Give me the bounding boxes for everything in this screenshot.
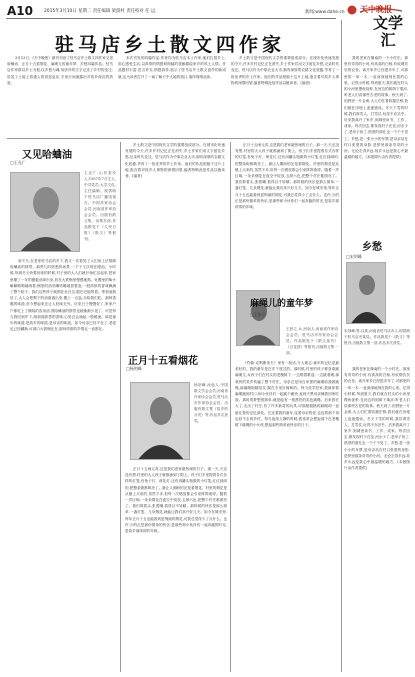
portrait-icon: [131, 383, 190, 460]
portrait-icon: [347, 263, 386, 324]
article2-title: 正月十五看烟花: [128, 356, 198, 367]
intro-text: 3月13日,《天中晚报》副刊刊登了驻马店乡土散文四作家又见哈蛐油、正月十五看烟花、麻绳儿的童年梦、乡愁四篇作品。驻马店作家群以乡土为根,以乡愁为魂,用质朴的文字记录了乡村的变迁,讲述了土地上普通人的喜怒哀乐,字里行间流露出对故乡深沉的热爱。: [7, 56, 113, 85]
article2-author: □杨剑峰: [126, 366, 142, 371]
column-divider: [230, 142, 231, 672]
portrait-icon: [11, 173, 80, 252]
intro-col-1: [7, 55, 113, 135]
article1-author: □王光广: [10, 160, 26, 165]
article2-text: 正月十五闹元宵,这是我们老家最热闹的日子。那一天,天还没有黑,村里的大人孩子就都涌到了街上。孩子们手里提着各式各样的灯笼,有兔子灯、荷花灯,还有用罐头瓶做的小灯笼,红红绿绿的,把整条街都映亮了。最让人期盼的还是看烟花。村里的烟花是从镇上买来的,虽然不多,但每一次燃放都会引来阵阵欢呼。随着一声巨响,一朵朵烟花在夜空中绽放,五颜六色,把整个村庄都照亮了。我们仰着头,张着嘴,看得目不转睛。那时候的快乐是那么简单,一盏灯笼、几朵烟花,就能让我们高兴好几天。如今在城市里,每年正月十五也能看到更绚丽的烟花,可我总觉得少了点什么。也许,少的正是那份简单的快乐,是那些和小伙伴们一起奔跑的时光,是故乡那浓浓的年味。: [125, 467, 227, 534]
article4-body: [344, 366, 410, 671]
article3-title: 麻绳儿的童年梦: [250, 299, 314, 309]
logo-text: 天中晚报: [360, 4, 392, 14]
article4-title: 乡愁: [362, 242, 382, 253]
page-meta: 2015年3月10日 星期二 责任编辑 梁游村 责任校对 任 远: [44, 9, 156, 14]
column-divider: [120, 142, 121, 672]
mid-col-paragraph: 乡土散文是中国现代文学的重要组成部分。在城市化快速发展的今天,许多乡村记忆正在消失,乡土作家们用文字留住乡愁,记录时代变迁。驻马店作为中原农业大市,拥有深厚的农耕文化底蕴,孕育了一批优秀的乡土作家。他们的作品根植于这片土地,饱含着对故乡人事物的深情回望,编者特辑此组作品以飨读者。(编者): [125, 143, 225, 179]
article4-caption: 宋剑峰,男,汉族,河南省驻马店市人,现供职于驻马店市某局。作品散见于《散文》等报刊,出版散文集一部,作品多次获奖。: [344, 329, 410, 345]
page-url: 新闻:www.dahe.cn: [305, 10, 345, 15]
page-code: A10: [7, 4, 33, 18]
article4-author: □宋剑峰: [346, 254, 362, 259]
mid-col-text: [125, 142, 225, 347]
header-rule: [6, 18, 336, 19]
article2-body-col2: [235, 142, 339, 282]
author-photo: [130, 382, 190, 460]
article3-author: □王彭立: [250, 312, 266, 317]
page-title: 驻马店乡土散文四作家: [54, 34, 285, 56]
intro-text: 乡土散文是中国现代文学的重要组成部分。在城市化快速发展的今天,许多乡村记忆正在消失,乡土作家们用文字留住乡愁,记录时代变迁。驻马店作为中原农业大市,拥有深厚的农耕文化底蕴,孕育了一批优秀的乡土作家。他们的作品根植于这片土地,饱含着对故乡人事物的深情回望,编者特辑此组作品以飨读者。(编者): [231, 56, 339, 85]
author-photo: [10, 172, 80, 252]
divider: [7, 138, 339, 139]
article1-caption: 王光广,山东泰安人,1957年7月生人,中共党员,大学文化,主任编辑。现供职于驻马店广播电视台。中国作家协会会员,河南省作家协会会员。出版有散文集、诗集多部,作品散见于《人民日报》《散文》等报刊。: [84, 171, 116, 241]
article1-body: [10, 258, 116, 670]
intro-col-2: [118, 55, 226, 135]
section-label: 文学汇: [372, 14, 403, 49]
article1-title: 又见哈蛐油: [22, 150, 72, 161]
intro-col-3: [231, 55, 339, 135]
article3-text: 《约翰·克利斯朵夫》里有一段话,令人难忘:童年的记忆是最美好的。我的童年是在乡下度过的。那时候,村里的孩子都喜欢跳麻绳儿,女孩子们在村头的老槐树下,一边唱着歌谣,一边跳着绳,那欢快的笑声传遍了整个村庄。母亲总是用自家搓的麻绳给我做跳绳,那麻绳粗糙结实,握在手里沉甸甸的。每当放学回家,我就拿着麻绳跑到村口,和小伙伴们一起跳个痛快,直到天黑母亲喊我回家吃饭。那时的梦想很简单,就是能有一根漂亮的彩色跳绳。后来我长大了,走出了村庄,有了许多新奇的玩具,可那根粗糙的麻绳却一直留在我的记忆深处。它连着我的童年,连着母亲的爱,也连着那个再也回不去的乡村。每当夜深人静的时候,我常常会想起那个在老槐树下跳绳的小女孩,想起那些简单而快乐的日子。: [235, 361, 339, 428]
article2-body-col1: [125, 466, 227, 671]
column-divider: [341, 20, 342, 672]
article4-lead-text: 我的老家在豫南的一个小村庄。那里有弯弯的小河,有高高的白杨,有炊烟袅袅的农舍。离开家乡已经很多年了,可那里的一草一木,一直深深地刻在我的心里。记得小时候,每到夏天,我们就在村头的小河里摸鱼捉虾,在河边的树荫下乘凉,听老人们讲那些古老的故事。秋天到了,田野里一片金黄,大人们忙着收割庄稼,我们就在田埂上追逐嬉戏。冬天下雪的时候,我们堆雪人、打雪仗,玩得不亦乐乎。后来我离开了家乡,到城里读书、工作、成家。每次回去,都发现村子在变,河水少了,老房子拆了,熟悉的面孔也一个个不见了。乡愁,是一张小小的车票,是母亲站在村口张望的身影,是梦里那条弯弯的小河。无论走得多远,故乡永远是我心中最温暖的地方。(本版图片由作者提供): [344, 56, 408, 160]
article4-lead-col: [344, 55, 408, 195]
article2-caption: 杨剑峰,汝南人,中国散文学会会员,河南省作家协会会员,驻马店市作家协会会员。出版有散文集《故乡的月亮》等,作品多次获奖。: [194, 383, 228, 423]
article3-caption: 王彭立,女,河南人,河南省作家协会会员。驻马店市作家协会会员。作品散见于《散文选刊》《百花园》等报刊,出版散文集一部。: [286, 327, 338, 355]
intro-text: 本次刊发的四篇作品,作者均为驻马店本土作家,他们扎根乡土,用心感受生活,以真挚的情感和细腻的笔触描绘家乡的风土人情。作品题材丰富,语言朴实,情感真挚,展示了驻马店乡土散文创作的新成就,也为读者打开了一扇了解天中大地的窗口,值得细细品读。: [118, 56, 226, 79]
article4-text: 我的老家在豫南的一个小村庄。那里有弯弯的小河,有高高的白杨,有炊烟袅袅的农舍。离开家乡已经很多年了,可那里的一草一木,一直深深地刻在我的心里。记得小时候,每到夏天,我们就在村头的小河里摸鱼捉虾,在河边的树荫下乘凉,听老人们讲那些古老的故事。秋天到了,田野里一片金黄,大人们忙着收割庄稼,我们就在田埂上追逐嬉戏。冬天下雪的时候,我们堆雪人、打雪仗,玩得不亦乐乎。后来我离开了家乡,到城里读书、工作、成家。每次回去,都发现村子在变,河水少了,老房子拆了,熟悉的面孔也一个个不见了。乡愁,是一张小小的车票,是母亲站在村口张望的身影,是梦里那条弯弯的小河。无论走得多远,故乡永远是我心中最温暖的地方。(本版图片由作者提供): [344, 367, 410, 471]
article2-text: 正月十五闹元宵,这是我们老家最热闹的日子。那一天,天还没有黑,村里的大人孩子就都涌到了街上。孩子们手里提着各式各样的灯笼,有兔子灯、荷花灯,还有用罐头瓶做的小灯笼,红红绿绿的,把整条街都映亮了。最让人期盼的还是看烟花。村里的烟花是从镇上买来的,虽然不多,但每一次燃放都会引来阵阵欢呼。随着一声巨响,一朵朵烟花在夜空中绽放,五颜六色,把整个村庄都照亮了。我们仰着头,张着嘴,看得目不转睛。那时候的快乐是那么简单,一盏灯笼、几朵烟花,就能让我们高兴好几天。如今在城市里,每年正月十五也能看到更绚丽的烟花,可我总觉得少了点什么。也许,少的正是那份简单的快乐,是那些和小伙伴们一起奔跑的时光,是故乡那浓浓的年味。: [235, 143, 339, 210]
article1-text: 前不久,在老家驻马店的乡下,我又一次看见了人们用土法熬制哈蛐油的情景。那些儿时熟悉的场景,一下子又浮现在眼前。小时候,每到冬天快要到来的时候,村子里的大人们就开始忙活起来,把家里攒了一年的猪板油拿出来,放在大铁锅里慢慢地熬。灶膛里的柴火噼噼啪啪地响着,锅里的油咕嘟咕嘟地冒着泡,一股浓浓的香味飘满了整个院子。我们这些孩子就围在灶台边,眼巴巴地等着。等到油熬好了,大人会把剩下的油渣盛出来,撒上一点盐,分给我们吃。那种香脆的味道,至今想起来还让人回味无穷。后来日子慢慢好了,家家户户都吃上了桶装的食用油,熬哈蛐油的情景也就渐渐少见了。可是每当我回到乡下,闻到那熟悉的香味,心里总会涌起一股暖流。那是童年的味道,是故乡的味道,是母亲的味道。如今母亲已经不在了,老屋也已经翻新,可那口大铁锅还在,那份浓浓的乡情也一直都在。: [10, 259, 116, 332]
article3-body: [235, 360, 339, 670]
author-photo: [346, 262, 386, 324]
